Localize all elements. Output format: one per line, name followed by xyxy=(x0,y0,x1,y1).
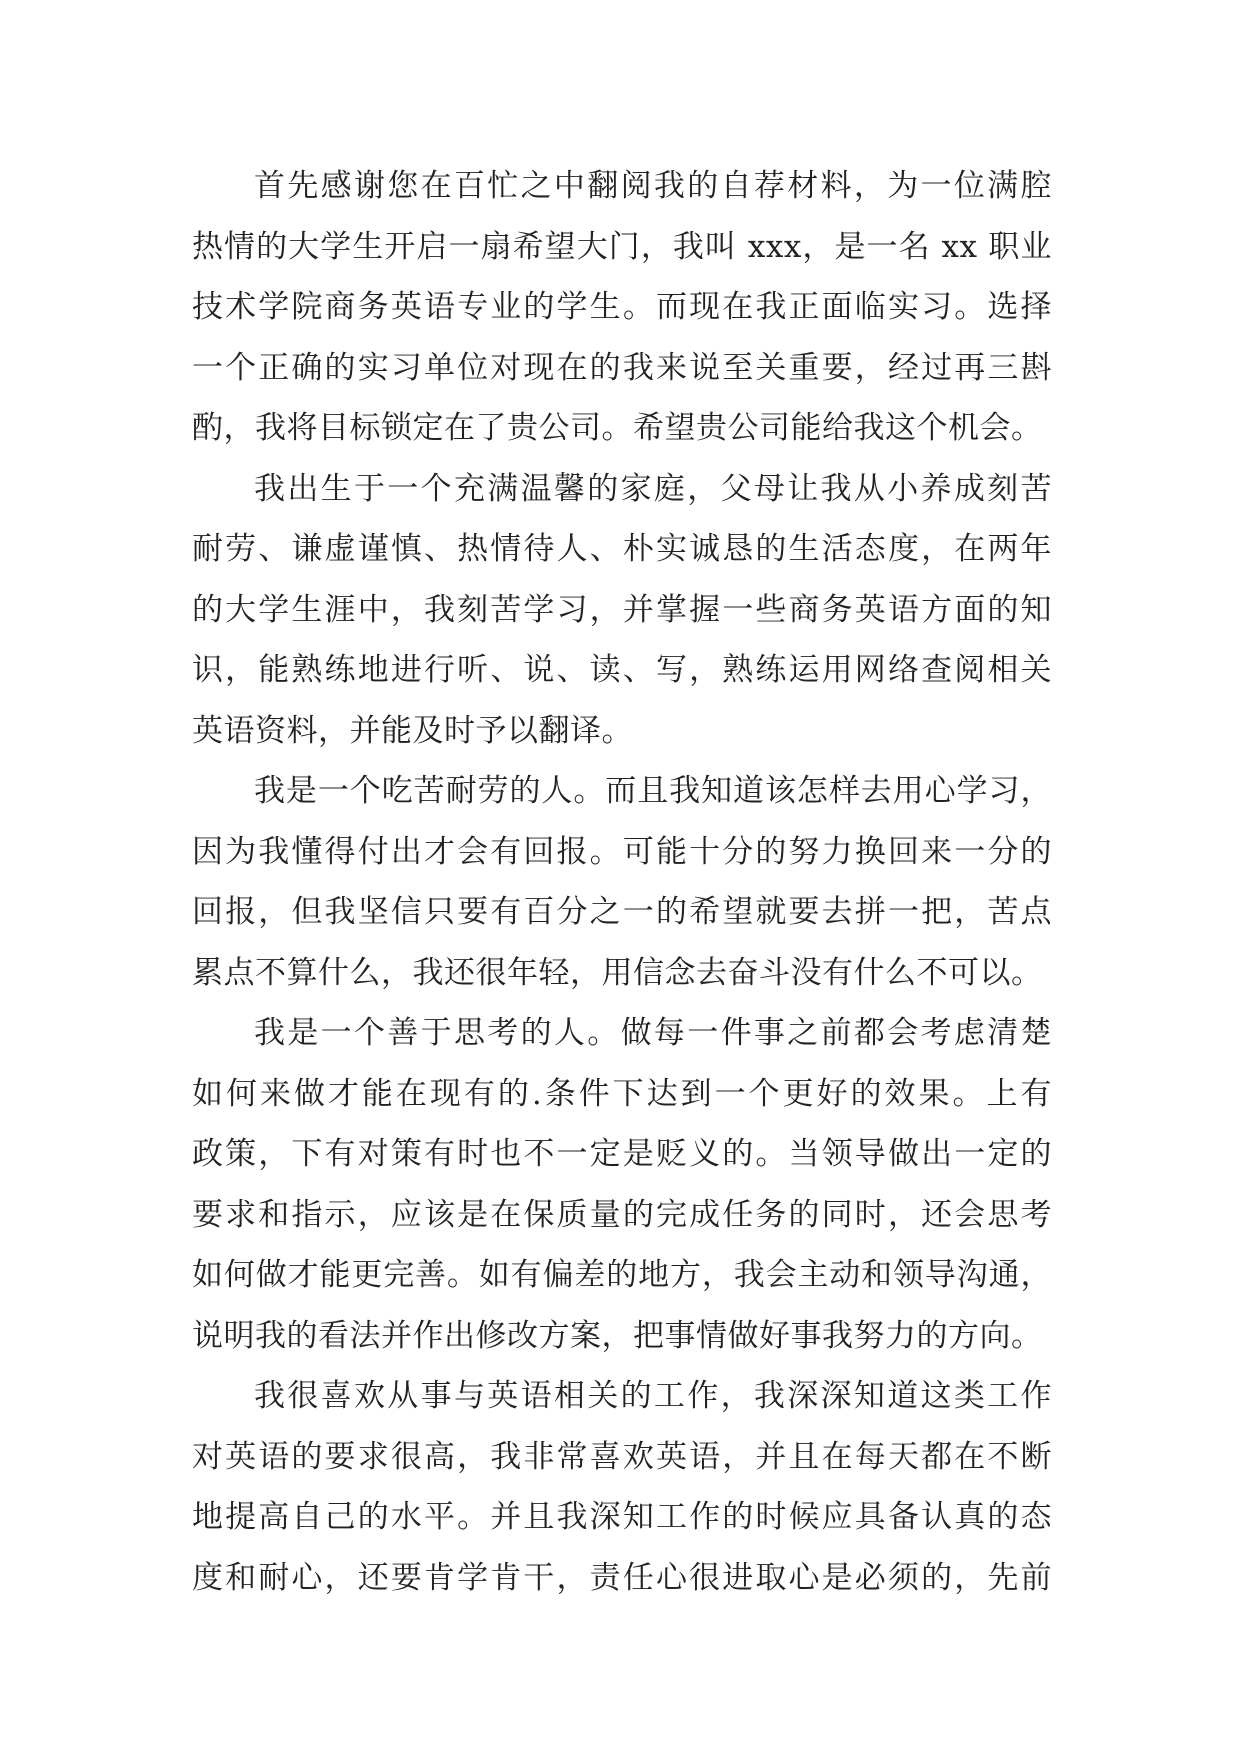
paragraph-5-line-3: 地提高自己的水平。并且我深知工作的时候应具备认真的态 xyxy=(192,1499,1052,1535)
paragraph-2-line-2: 耐劳、谦虚谨慎、热情待人、朴实诚恳的生活态度，在两年 xyxy=(192,531,1052,567)
paragraph-2-line-3: 的大学生涯中，我刻苦学习，并掌握一些商务英语方面的知 xyxy=(192,591,1052,628)
paragraph-4-line-5: 如何做才能更完善。如有偏差的地方，我会主动和领导沟通， xyxy=(192,1257,1052,1293)
paragraph-5-line-2: 对英语的要求很高，我非常喜欢英语，并且在每天都在不断 xyxy=(192,1438,1052,1475)
paragraph-2-line-4: 识，能熟练地进行听、说、读、写，熟练运用网络查阅相关 xyxy=(192,652,1052,688)
paragraph-3-line-4: 累点不算什么，我还很年轻，用信念去奋斗没有什么不可以。 xyxy=(192,954,1043,991)
paragraph-5-line-1: 我很喜欢从事与英语相关的工作，我深深知道这类工作 xyxy=(254,1378,1052,1414)
paragraph-4-line-6: 说明我的看法并作出修改方案，把事情做好事我努力的方向。 xyxy=(192,1317,1043,1354)
paragraph-1-line-1: 首先感谢您在百忙之中翻阅我的自荐材料，为一位满腔 xyxy=(254,168,1052,204)
paragraph-1-line-3: 技术学院商务英语专业的学生。而现在我正面临实习。选择 xyxy=(192,289,1052,325)
paragraph-2-line-1: 我出生于一个充满温馨的家庭，父母让我从小养成刻苦 xyxy=(254,470,1052,507)
paragraph-2-line-5: 英语资料，并能及时予以翻译。 xyxy=(192,712,633,749)
paragraph-3-line-1: 我是一个吃苦耐劳的人。而且我知道该怎样去用心学习， xyxy=(254,773,1052,809)
document-body xyxy=(192,156,1052,1608)
paragraph-4-line-3: 政策，下有对策有时也不一定是贬义的。当领导做出一定的 xyxy=(192,1136,1052,1172)
paragraph-4-line-2: 如何来做才能在现有的.条件下达到一个更好的效果。上有 xyxy=(192,1075,1052,1112)
paragraph-4-line-4: 要求和指示，应该是在保质量的完成任务的同时，还会思考 xyxy=(192,1196,1052,1233)
paragraph-1-line-5: 酌，我将目标锁定在了贵公司。希望贵公司能给我这个机会。 xyxy=(192,410,1043,446)
paragraph-3-line-3: 回报，但我坚信只要有百分之一的希望就要去拼一把，苦点 xyxy=(192,894,1052,930)
paragraph-1-line-2: 热情的大学生开启一扇希望大门，我叫 xxx，是一名 xx 职业 xyxy=(192,228,1052,265)
paragraph-1-line-4: 一个正确的实习单位对现在的我来说至关重要，经过再三斟 xyxy=(192,349,1052,386)
paragraph-4-line-1: 我是一个善于思考的人。做每一件事之前都会考虑清楚 xyxy=(254,1015,1052,1051)
paragraph-5-line-4: 度和耐心，还要肯学肯干，责任心很进取心是必须的，先前 xyxy=(192,1559,1052,1596)
paragraph-3-line-2: 因为我懂得付出才会有回报。可能十分的努力换回来一分的 xyxy=(192,833,1052,870)
